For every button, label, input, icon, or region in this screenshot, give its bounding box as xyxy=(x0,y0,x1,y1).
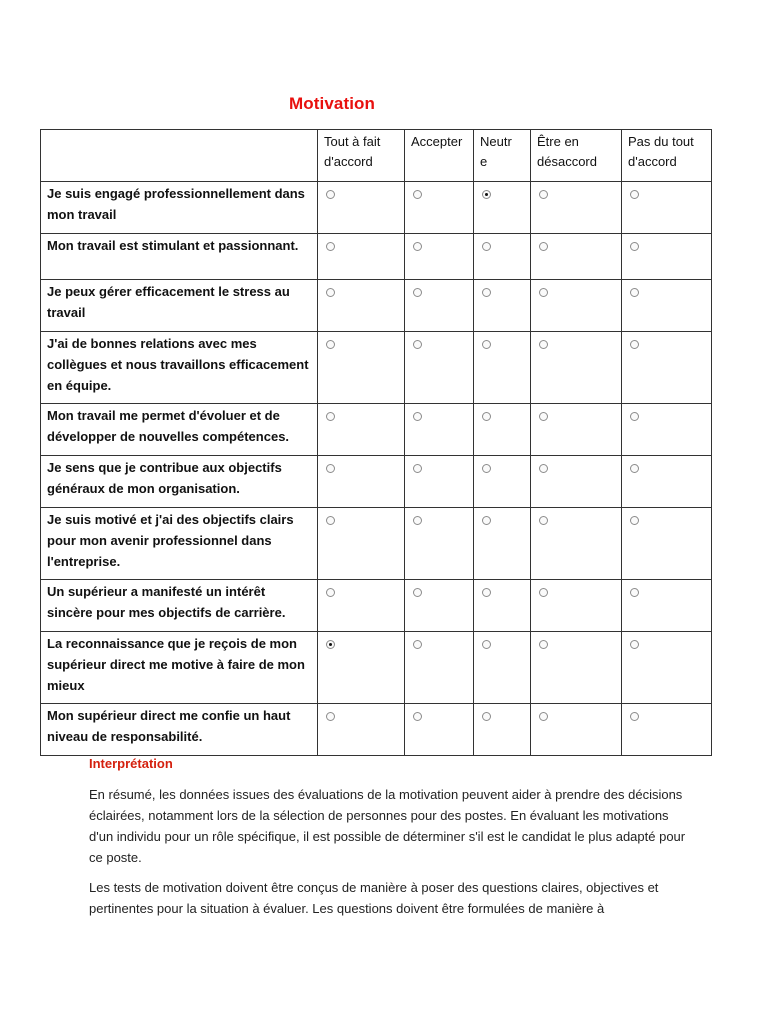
option-cell-strongly-disagree xyxy=(622,704,712,756)
radio-strongly-agree[interactable] xyxy=(326,412,335,421)
option-cell-strongly-agree xyxy=(318,404,405,456)
radio-strongly-agree[interactable] xyxy=(326,516,335,525)
radio-strongly-agree[interactable] xyxy=(326,288,335,297)
option-cell-neutral xyxy=(474,632,531,704)
option-cell-disagree xyxy=(531,332,622,404)
table-row xyxy=(41,508,712,580)
option-cell-neutral xyxy=(474,456,531,508)
question-text: Je sens que je contribue aux objectifs généraux de mon organisation. xyxy=(41,456,318,508)
question-text: Mon supérieur direct me confie un haut niveau de responsabilité. xyxy=(41,704,318,756)
option-cell-strongly-disagree xyxy=(622,182,712,234)
option-cell-neutral xyxy=(474,280,531,332)
header-cell-strongly-agree: Tout à fait d'accord xyxy=(318,130,405,182)
table-row xyxy=(41,404,712,456)
radio-strongly-disagree[interactable] xyxy=(630,288,639,297)
radio-neutral[interactable] xyxy=(482,516,491,525)
radio-neutral[interactable] xyxy=(482,640,491,649)
table-row xyxy=(41,580,712,632)
radio-strongly-disagree[interactable] xyxy=(630,340,639,349)
option-cell-strongly-agree xyxy=(318,234,405,280)
radio-strongly-disagree[interactable] xyxy=(630,588,639,597)
option-cell-strongly-agree xyxy=(318,332,405,404)
table-header-row xyxy=(41,130,712,182)
option-cell-strongly-agree xyxy=(318,704,405,756)
option-cell-disagree xyxy=(531,508,622,580)
option-cell-strongly-agree xyxy=(318,508,405,580)
option-cell-disagree xyxy=(531,456,622,508)
option-cell-agree xyxy=(405,280,474,332)
option-cell-agree xyxy=(405,182,474,234)
radio-strongly-disagree[interactable] xyxy=(630,242,639,251)
question-text: La reconnaissance que je reçois de mon supérieur direct me motive à faire de mon mieux xyxy=(41,632,318,704)
option-cell-disagree xyxy=(531,404,622,456)
option-cell-strongly-agree xyxy=(318,456,405,508)
radio-disagree[interactable] xyxy=(539,340,548,349)
radio-neutral[interactable] xyxy=(482,288,491,297)
option-cell-neutral xyxy=(474,234,531,280)
header-cell-agree: Accepter xyxy=(405,130,474,182)
question-text: Un supérieur a manifesté un intérêt sincère pour mes objectifs de carrière. xyxy=(41,580,318,632)
option-cell-neutral xyxy=(474,580,531,632)
radio-agree[interactable] xyxy=(413,640,422,649)
radio-neutral[interactable] xyxy=(482,242,491,251)
option-cell-agree xyxy=(405,332,474,404)
radio-agree[interactable] xyxy=(413,712,422,721)
radio-strongly-agree[interactable] xyxy=(326,640,335,649)
radio-strongly-agree[interactable] xyxy=(326,340,335,349)
radio-strongly-agree[interactable] xyxy=(326,712,335,721)
radio-strongly-disagree[interactable] xyxy=(630,712,639,721)
option-cell-disagree xyxy=(531,580,622,632)
radio-disagree[interactable] xyxy=(539,516,548,525)
radio-disagree[interactable] xyxy=(539,640,548,649)
option-cell-agree xyxy=(405,234,474,280)
table-row xyxy=(41,234,712,280)
table-row xyxy=(41,182,712,234)
radio-disagree[interactable] xyxy=(539,464,548,473)
header-cell-neutral: Neutr e xyxy=(474,130,531,182)
radio-neutral[interactable] xyxy=(482,588,491,597)
table-row xyxy=(41,280,712,332)
option-cell-disagree xyxy=(531,280,622,332)
motivation-survey-table xyxy=(40,129,712,756)
radio-agree[interactable] xyxy=(413,516,422,525)
table-row xyxy=(41,632,712,704)
option-cell-neutral xyxy=(474,404,531,456)
radio-agree[interactable] xyxy=(413,190,422,199)
question-text: Mon travail est stimulant et passionnant. xyxy=(41,234,318,280)
radio-agree[interactable] xyxy=(413,464,422,473)
option-cell-disagree xyxy=(531,632,622,704)
radio-strongly-disagree[interactable] xyxy=(630,412,639,421)
header-cell-disagree: Être en désaccord xyxy=(531,130,622,182)
option-cell-strongly-disagree xyxy=(622,456,712,508)
option-cell-strongly-agree xyxy=(318,182,405,234)
radio-agree[interactable] xyxy=(413,340,422,349)
radio-disagree[interactable] xyxy=(539,412,548,421)
option-cell-neutral xyxy=(474,332,531,404)
radio-neutral[interactable] xyxy=(482,340,491,349)
radio-strongly-agree[interactable] xyxy=(326,190,335,199)
radio-disagree[interactable] xyxy=(539,242,548,251)
option-cell-strongly-disagree xyxy=(622,580,712,632)
interpretation-paragraph: Les tests de motivation doivent être conçus de manière à poser des questions claires, objectives et pertinentes pour la situation à évaluer. Les questions doivent être formulées de manière à xyxy=(89,880,659,916)
option-cell-strongly-agree xyxy=(318,632,405,704)
option-cell-neutral xyxy=(474,508,531,580)
radio-strongly-disagree[interactable] xyxy=(630,516,639,525)
header-cell-empty xyxy=(41,130,318,182)
radio-neutral[interactable] xyxy=(482,712,491,721)
option-cell-agree xyxy=(405,508,474,580)
option-cell-strongly-disagree xyxy=(622,280,712,332)
radio-neutral[interactable] xyxy=(482,464,491,473)
radio-strongly-agree[interactable] xyxy=(326,464,335,473)
option-cell-agree xyxy=(405,580,474,632)
option-cell-strongly-disagree xyxy=(622,508,712,580)
question-text: Je suis motivé et j'ai des objectifs clairs pour mon avenir professionnel dans l'entreprise. xyxy=(41,508,318,580)
radio-neutral[interactable] xyxy=(482,190,491,199)
radio-disagree[interactable] xyxy=(539,588,548,597)
interpretation-title: Interprétation xyxy=(89,756,173,771)
option-cell-neutral xyxy=(474,704,531,756)
header-cell-strongly-disagree: Pas du tout d'accord xyxy=(622,130,712,182)
radio-agree[interactable] xyxy=(413,588,422,597)
interpretation-paragraph: En résumé, les données issues des évaluations de la motivation peuvent aider à prendre des décisions éclairées, notamment lors de la sélection de personnes pour des postes. En évaluant les motivations d'un individu pour un rôle spécifique, il est possible de déterminer s'il est le candidat le plus adapté pour ce poste. xyxy=(89,787,686,865)
option-cell-disagree xyxy=(531,704,622,756)
table-row xyxy=(41,704,712,756)
page-title: Motivation xyxy=(289,94,375,113)
radio-strongly-disagree[interactable] xyxy=(630,464,639,473)
option-cell-agree xyxy=(405,704,474,756)
option-cell-neutral xyxy=(474,182,531,234)
option-cell-strongly-disagree xyxy=(622,234,712,280)
option-cell-disagree xyxy=(531,182,622,234)
option-cell-agree xyxy=(405,632,474,704)
option-cell-strongly-agree xyxy=(318,580,405,632)
option-cell-disagree xyxy=(531,234,622,280)
radio-strongly-agree[interactable] xyxy=(326,242,335,251)
radio-agree[interactable] xyxy=(413,288,422,297)
option-cell-strongly-disagree xyxy=(622,332,712,404)
radio-disagree[interactable] xyxy=(539,712,548,721)
option-cell-agree xyxy=(405,404,474,456)
radio-strongly-disagree[interactable] xyxy=(630,640,639,649)
option-cell-strongly-agree xyxy=(318,280,405,332)
question-text: Mon travail me permet d'évoluer et de développer de nouvelles compétences. xyxy=(41,404,318,456)
option-cell-agree xyxy=(405,456,474,508)
radio-strongly-agree[interactable] xyxy=(326,588,335,597)
question-text: Je suis engagé professionnellement dans mon travail xyxy=(41,182,318,234)
question-text: J'ai de bonnes relations avec mes collègues et nous travaillons efficacement en équipe. xyxy=(41,332,318,404)
table-row xyxy=(41,332,712,404)
radio-strongly-disagree[interactable] xyxy=(630,190,639,199)
option-cell-strongly-disagree xyxy=(622,632,712,704)
table-row xyxy=(41,456,712,508)
radio-agree[interactable] xyxy=(413,242,422,251)
radio-disagree[interactable] xyxy=(539,190,548,199)
radio-disagree[interactable] xyxy=(539,288,548,297)
question-text: Je peux gérer efficacement le stress au travail xyxy=(41,280,318,332)
radio-neutral[interactable] xyxy=(482,412,491,421)
radio-agree[interactable] xyxy=(413,412,422,421)
option-cell-strongly-disagree xyxy=(622,404,712,456)
